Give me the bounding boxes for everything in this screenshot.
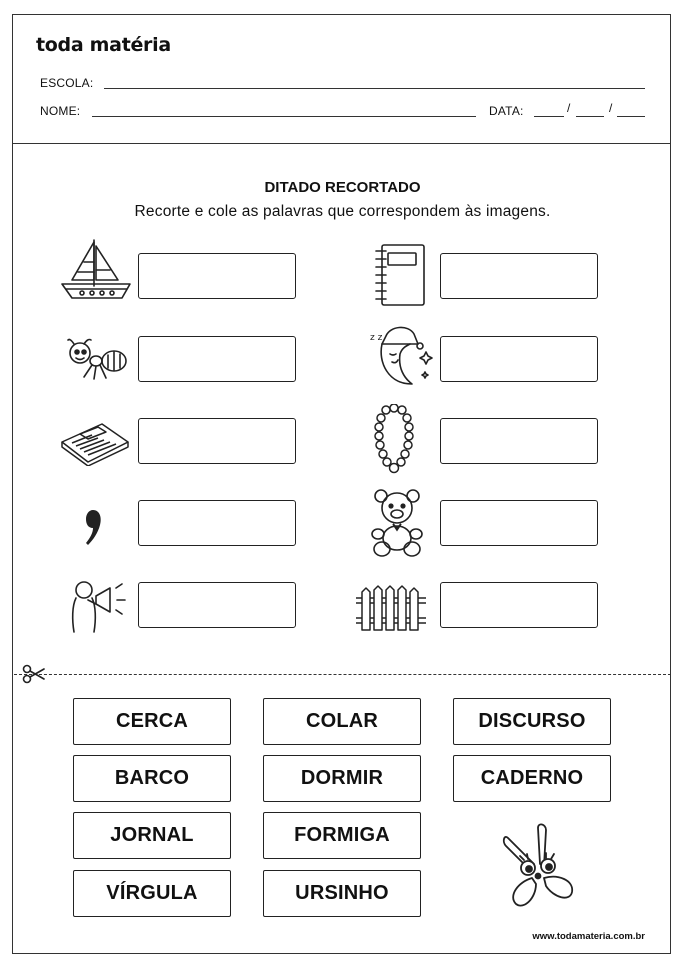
- fence-icon: [354, 584, 428, 634]
- activity-instructions: Recorte e cole as palavras que correspondem às imagens.: [134, 203, 551, 220]
- name-label: NOME:: [40, 104, 81, 118]
- answer-box[interactable]: [440, 336, 598, 382]
- answer-box[interactable]: [138, 582, 296, 628]
- cut-line: [14, 674, 671, 675]
- word-card[interactable]: CADERNO: [453, 755, 611, 802]
- word-card[interactable]: BARCO: [73, 755, 231, 802]
- teddy-bear-icon: [366, 488, 428, 558]
- brand-logo: toda matéria: [36, 34, 171, 56]
- activity-title: DITADO RECORTADO: [264, 179, 421, 196]
- scissors-icon: [22, 664, 46, 689]
- word-card[interactable]: JORNAL: [73, 812, 231, 859]
- date-label: DATA:: [489, 104, 524, 118]
- answer-box[interactable]: [440, 500, 598, 546]
- word-card[interactable]: DORMIR: [263, 755, 421, 802]
- scissors-character-icon: [494, 820, 586, 912]
- word-card[interactable]: CERCA: [73, 698, 231, 745]
- megaphone-speaker-icon: [70, 576, 132, 634]
- comma-icon: [84, 508, 104, 548]
- word-card[interactable]: VÍRGULA: [73, 870, 231, 917]
- notebook-icon: [372, 243, 428, 309]
- date-separator: /: [609, 101, 613, 115]
- header-divider: [12, 143, 671, 144]
- word-card[interactable]: COLAR: [263, 698, 421, 745]
- answer-box[interactable]: [138, 500, 296, 546]
- date-day-field[interactable]: [534, 116, 564, 117]
- newspaper-icon: [58, 420, 132, 466]
- date-separator: /: [567, 101, 571, 115]
- answer-box[interactable]: [440, 582, 598, 628]
- name-field[interactable]: [92, 116, 476, 117]
- answer-box[interactable]: [440, 253, 598, 299]
- answer-box[interactable]: [138, 418, 296, 464]
- sleeping-moon-icon: [368, 322, 434, 390]
- word-card[interactable]: URSINHO: [263, 870, 421, 917]
- word-card[interactable]: DISCURSO: [453, 698, 611, 745]
- answer-box[interactable]: [138, 253, 296, 299]
- school-field[interactable]: [104, 88, 645, 89]
- word-card[interactable]: FORMIGA: [263, 812, 421, 859]
- ant-icon: [64, 337, 130, 383]
- svg-text:z z: z z: [370, 333, 383, 343]
- date-year-field[interactable]: [617, 116, 645, 117]
- school-label: ESCOLA:: [40, 76, 94, 90]
- date-month-field[interactable]: [576, 116, 604, 117]
- answer-box[interactable]: [440, 418, 598, 464]
- necklace-icon: [374, 404, 414, 476]
- answer-box[interactable]: [138, 336, 296, 382]
- footer-url[interactable]: www.todamateria.com.br: [532, 931, 645, 942]
- sailboat-icon: [58, 236, 134, 304]
